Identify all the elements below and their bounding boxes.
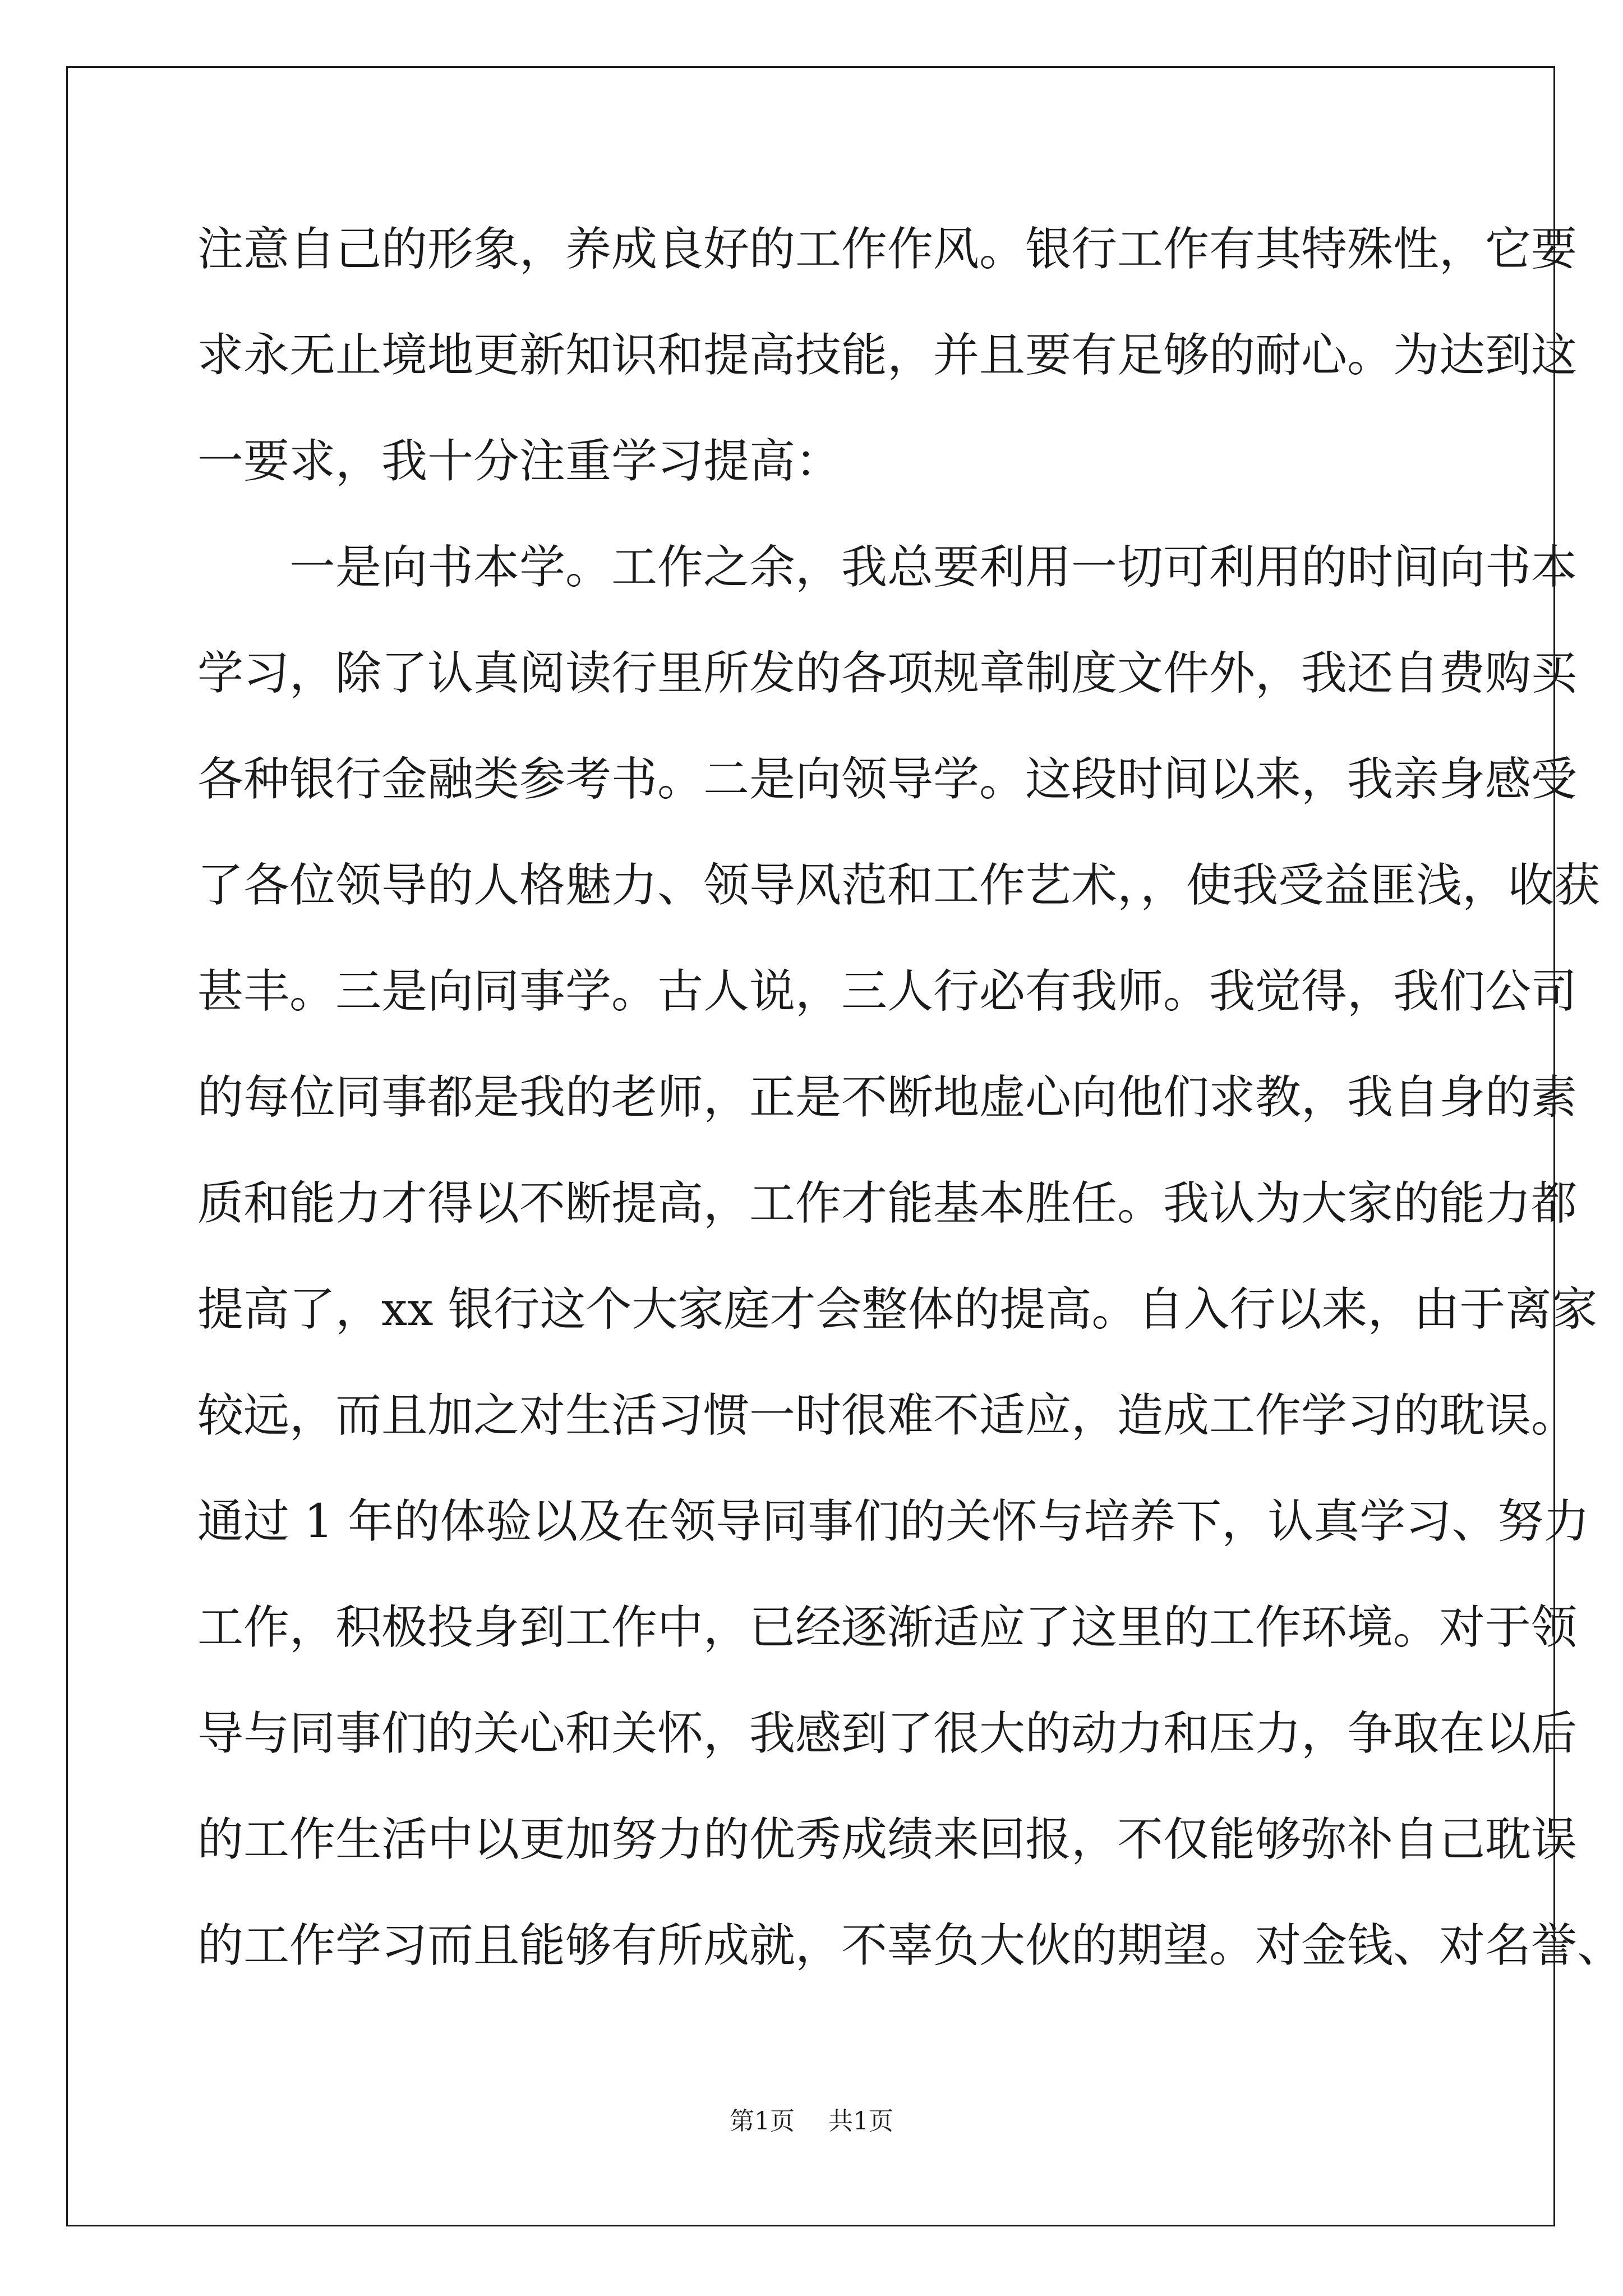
text-line: 通过 1 年的体验以及在领导同事们的关怀与培养下，认真学习、努力	[197, 1495, 1590, 1548]
paragraph-start-line: 一是向书本学。工作之余，我总要利用一切可利用的时间向书本	[289, 541, 1578, 594]
text-line: 工作，积极投身到工作中，已经逐渐适应了这里的工作环境。对于领	[197, 1601, 1578, 1654]
text-line: 一要求，我十分注重学习提高：	[197, 435, 842, 488]
text-line: 导与同事们的关心和关怀，我感到了很大的动力和压力，争取在以后	[197, 1707, 1578, 1760]
text-line: 的每位同事都是我的老师，正是不断地虚心向他们求教，我自身的素	[197, 1071, 1578, 1124]
text-line: 各种银行金融类参考书。二是向领导学。这段时间以来，我亲身感受	[197, 753, 1578, 806]
text-line: 提高了，xx 银行这个大家庭才会整体的提高。自入行以来，由于离家	[197, 1283, 1598, 1336]
document-body	[197, 196, 1623, 1999]
page-count: 共1页	[828, 2107, 893, 2136]
text-line: 的工作生活中以更加努力的优秀成绩来回报，不仅能够弥补自己耽误	[197, 1813, 1578, 1866]
text-line: 质和能力才得以不断提高，工作才能基本胜任。我认为大家的能力都	[197, 1177, 1578, 1230]
text-line: 学习，除了认真阅读行里所发的各项规章制度文件外，我还自费购买	[197, 647, 1578, 700]
text-line: 注意自己的形象，养成良好的工作作风。银行工作有其特殊性，它要	[197, 223, 1578, 276]
text-line: 甚丰。三是向同事学。古人说，三人行必有我师。我觉得，我们公司	[197, 965, 1578, 1018]
text-line: 较远，而且加之对生活习惯一时很难不适应，造成工作学习的耽误。	[197, 1389, 1578, 1442]
page-footer	[0, 2101, 1623, 2137]
text-line: 了各位领导的人格魅力、领导风范和工作艺术，，使我受益匪浅，收获	[197, 859, 1601, 912]
text-line: 求永无止境地更新知识和提高技能，并且要有足够的耐心。为达到这	[197, 329, 1578, 382]
text-line: 的工作学习而且能够有所成就，不辜负大伙的期望。对金钱、对名誉、	[197, 1919, 1623, 1972]
page-number: 第1页	[730, 2107, 795, 2136]
